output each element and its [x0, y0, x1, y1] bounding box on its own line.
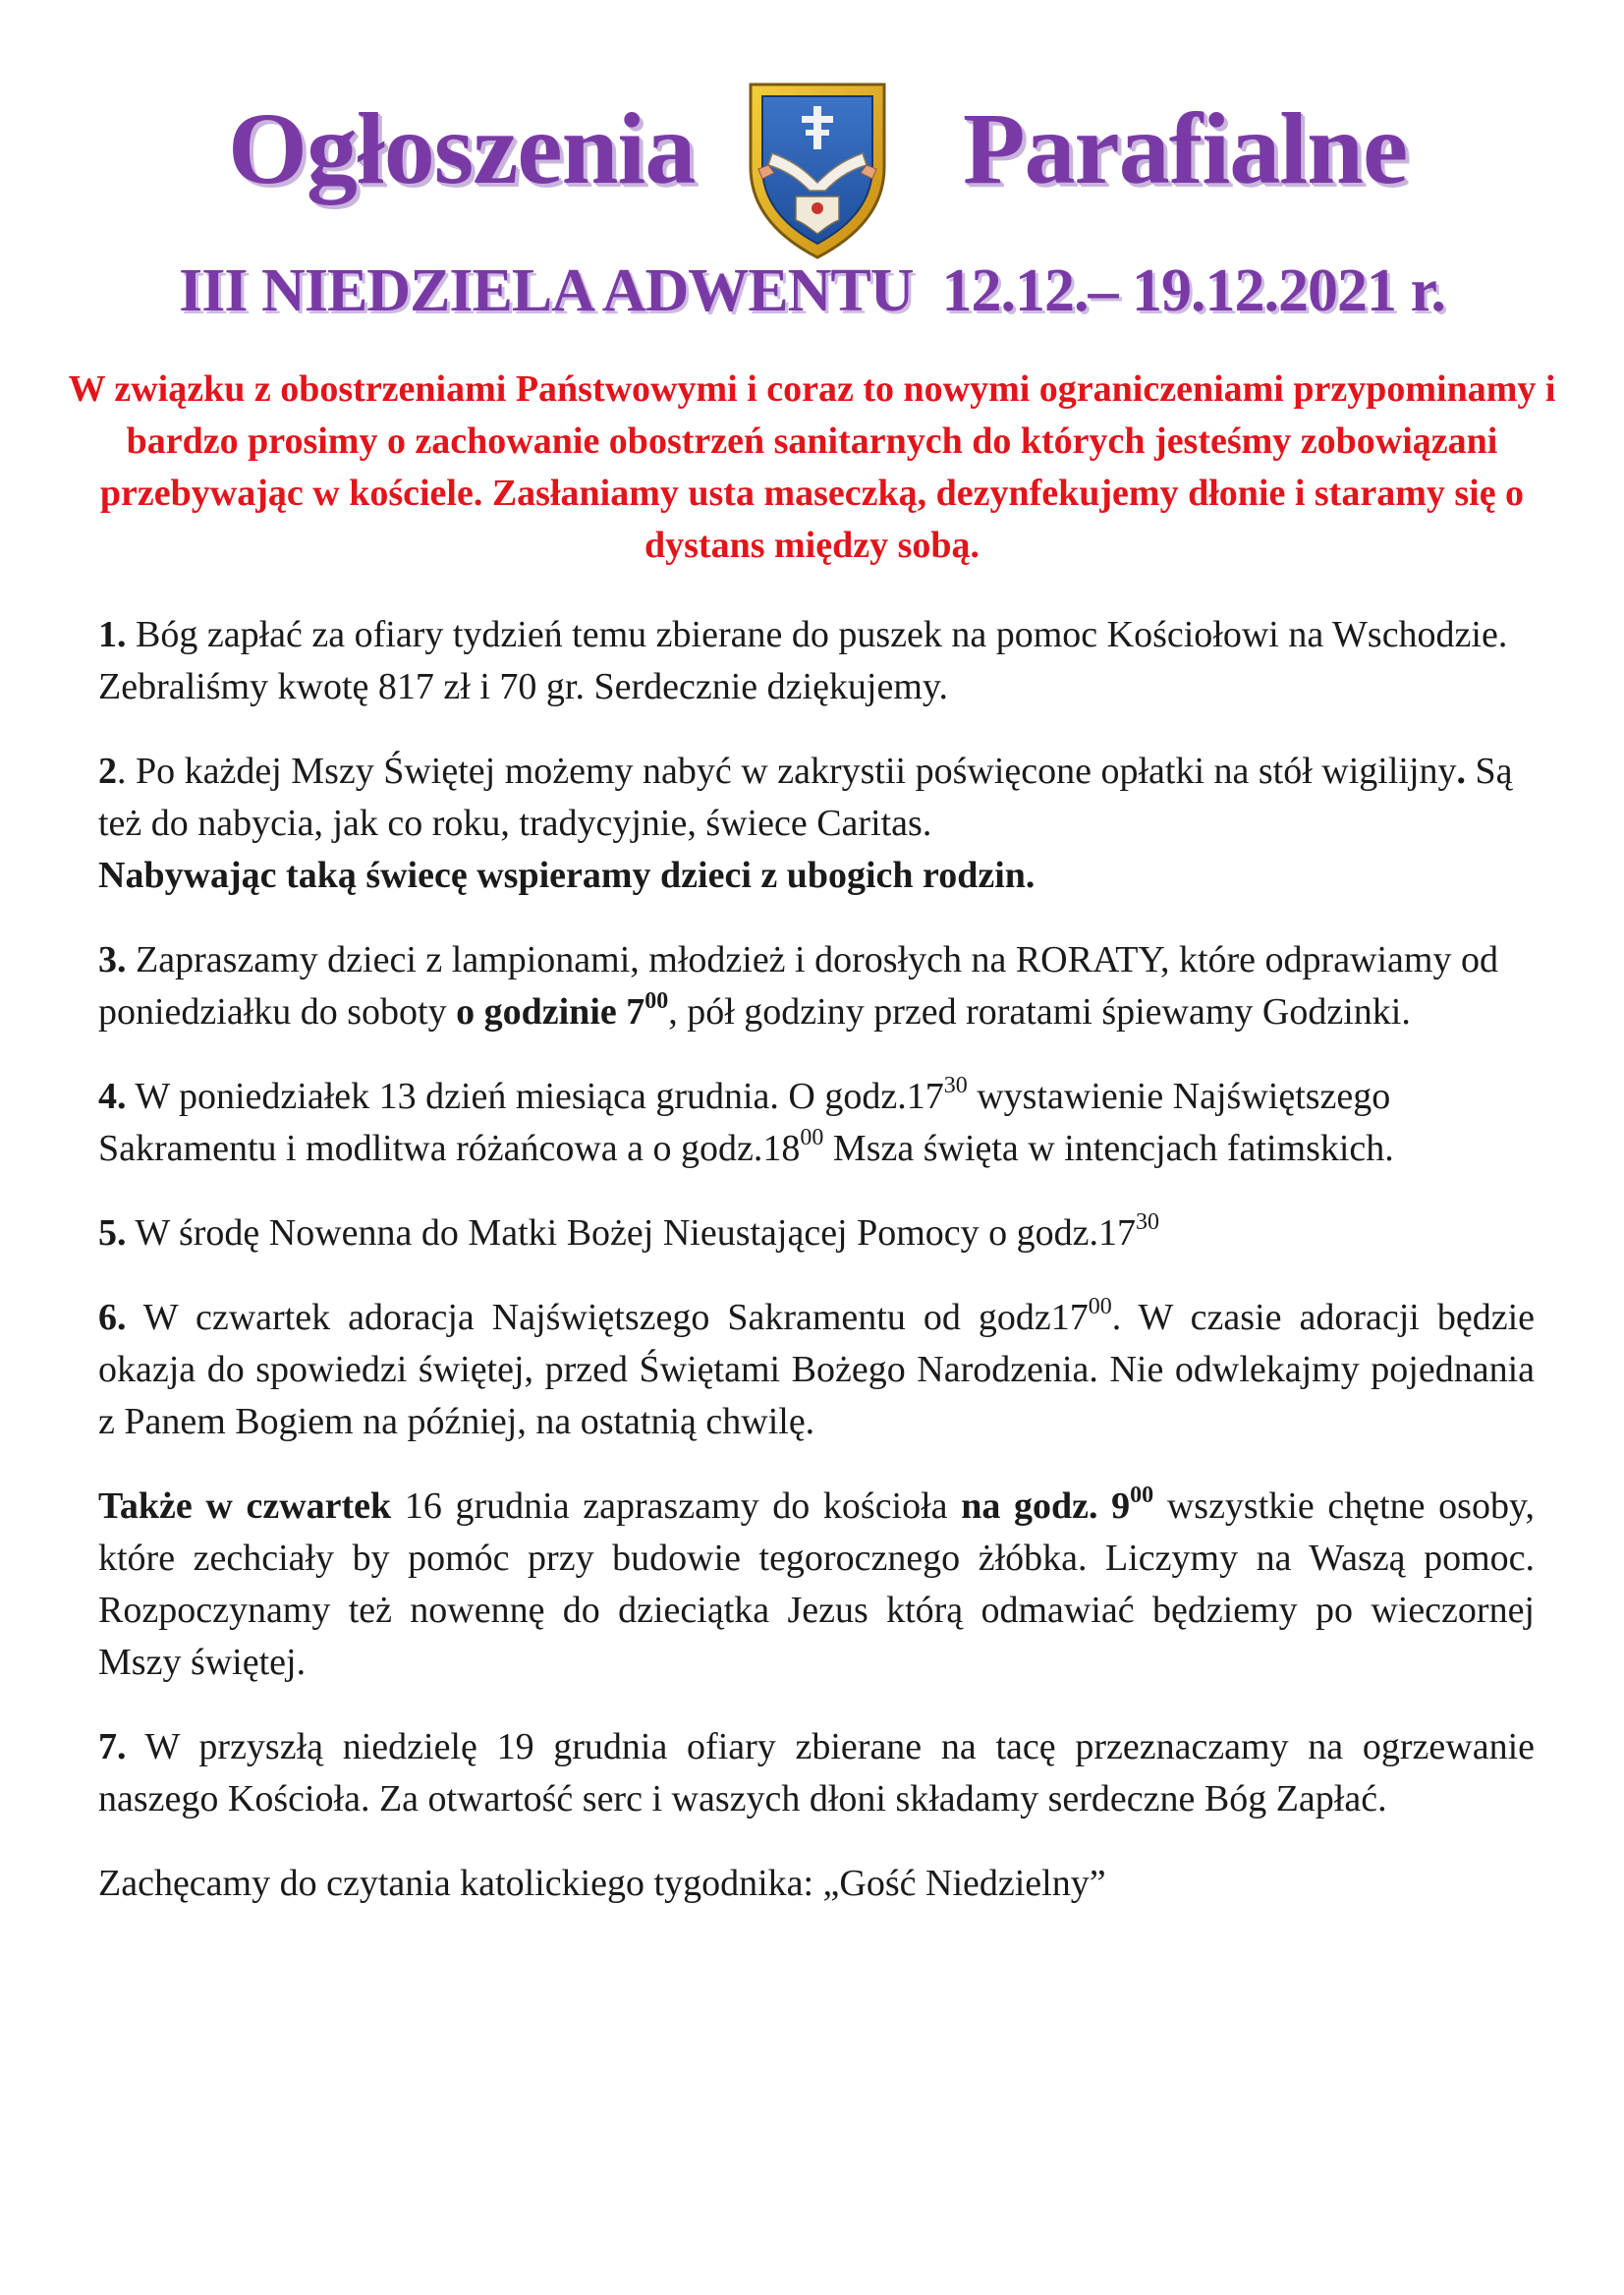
announcement-4: [98, 1071, 1535, 1175]
item-text: wystawienie Najświętszego Sakramentu i modlitwa różańcowa a o godz.18: [98, 1076, 1391, 1169]
item-time-sup: 00: [644, 988, 669, 1015]
closing-line: Zachęcamy do czytania katolickiego tygodnika: „Gość Niedzielny”: [98, 1863, 1106, 1904]
item-text: W przyszłą niedzielę 19 grudnia ofiary zbierane na tacę przeznaczamy na ogrzewanie naszego Kościoła. Za otwartość serc i waszych dłoni składamy serdeczne Bóg Zapłać.: [98, 1726, 1535, 1819]
subtitle: [0, 257, 1624, 324]
announcement-1: [98, 609, 1535, 713]
item-number: 2: [98, 751, 117, 792]
item-number: 1.: [98, 614, 127, 655]
item-number: 4.: [98, 1076, 127, 1117]
item-text: wszystkie chętne osoby, które zechciały by pomóc przy budowie tegorocznego żłóbka. Liczymy na Waszą pomoc. Rozpoczynamy też nowennę do dzieciątka Jezus którą odmawiać będziemy po wieczornej Mszy świętej.: [98, 1485, 1535, 1683]
item-time-sup: 00: [1088, 1294, 1112, 1320]
announcement-6: [98, 1292, 1535, 1448]
item-time-text: o godzinie 7: [456, 991, 645, 1033]
item-time-sup: 30: [943, 1073, 968, 1099]
item-time-sup: 00: [1130, 1483, 1154, 1509]
item-text: Zapraszamy dzieci z lampionami, młodzież i dorosłych na RORATY, które odprawiamy od poniedziałku do soboty: [98, 939, 1498, 1033]
parish-crest-icon: [745, 77, 890, 261]
announcement-thursday: [98, 1481, 1535, 1689]
item-text: , pół godziny przed roratami śpiewamy Godzinki.: [668, 991, 1411, 1033]
item-text-bold: Nabywając taką świecę wspieramy dzieci z ubogich rodzin.: [98, 855, 1036, 896]
item-text-bold-dot: .: [1456, 751, 1467, 792]
header: [0, 77, 1624, 263]
item-text: W czwartek adoracja Najświętszego Sakramentu od godz17: [126, 1297, 1089, 1338]
item-text: . W czasie adoracji będzie okazja do spowiedzi świętej, przed Świętami Bożego Narodzenia. Nie odwlekajmy pojednania z Panem Bogiem na później, na ostatnią chwilę.: [98, 1297, 1535, 1442]
item-number: 7.: [98, 1726, 127, 1767]
item-number: 6.: [98, 1297, 127, 1338]
item-text: . Po każdej Mszy Świętej możemy nabyć w zakrystii poświęcone opłatki na stół wigilijny: [117, 751, 1457, 792]
item-text-bold: Także w czwartek: [98, 1485, 392, 1527]
item-text: W środę Nowenna do Matki Bożej Nieustającej Pomocy o godz.17: [126, 1212, 1137, 1254]
item-time-text: na godz. 9: [961, 1485, 1131, 1527]
item-text: Są też do nabycia, jak co roku, tradycyjnie, świece Caritas.: [98, 751, 1513, 844]
item-text: 16 grudnia zapraszamy do kościoła: [391, 1485, 962, 1527]
title-right: Parafialne: [963, 92, 1408, 205]
item-number: 3.: [98, 939, 127, 980]
announcement-7: [98, 1721, 1535, 1825]
subtitle-text: III NIEDZIELA ADWENTU 12.12.– 19.12.2021 r.: [179, 257, 1445, 324]
item-text: Bóg zapłać za ofiary tydzień temu zbierane do puszek na pomoc Kościołowi na Wschodzie. Zebraliśmy kwotę 817 zł i 70 gr. Serdecznie dziękujemy.: [98, 614, 1508, 707]
title-left: Ogłoszenia: [228, 92, 696, 205]
item-time-sup: 30: [1136, 1209, 1160, 1236]
announcement-5: [98, 1207, 1535, 1259]
item-time-sup: 00: [800, 1125, 824, 1151]
item-text: Msza święta w intencjach fatimskich.: [823, 1128, 1394, 1169]
item-text: W poniedziałek 13 dzień miesiąca grudnia. O godz.17: [126, 1076, 944, 1117]
item-time-bold: [456, 988, 669, 1033]
sanitary-notice: W związku z obostrzeniami Państwowymi i coraz to nowymi ograniczeniami przypominamy i bardzo prosimy o zachowanie obostrzeń sanitarnych do których jesteśmy zobowiązani przebywając w kościele. Zasłaniamy usta maseczką, dezynfekujemy dłonie i staramy się o dystans między sobą.: [68, 368, 1556, 566]
announcement-3: [98, 934, 1535, 1038]
item-number: 5.: [98, 1212, 127, 1254]
announcement-2: [98, 746, 1535, 902]
announcement-list: [98, 609, 1535, 1942]
item-time-bold: [961, 1485, 1153, 1527]
